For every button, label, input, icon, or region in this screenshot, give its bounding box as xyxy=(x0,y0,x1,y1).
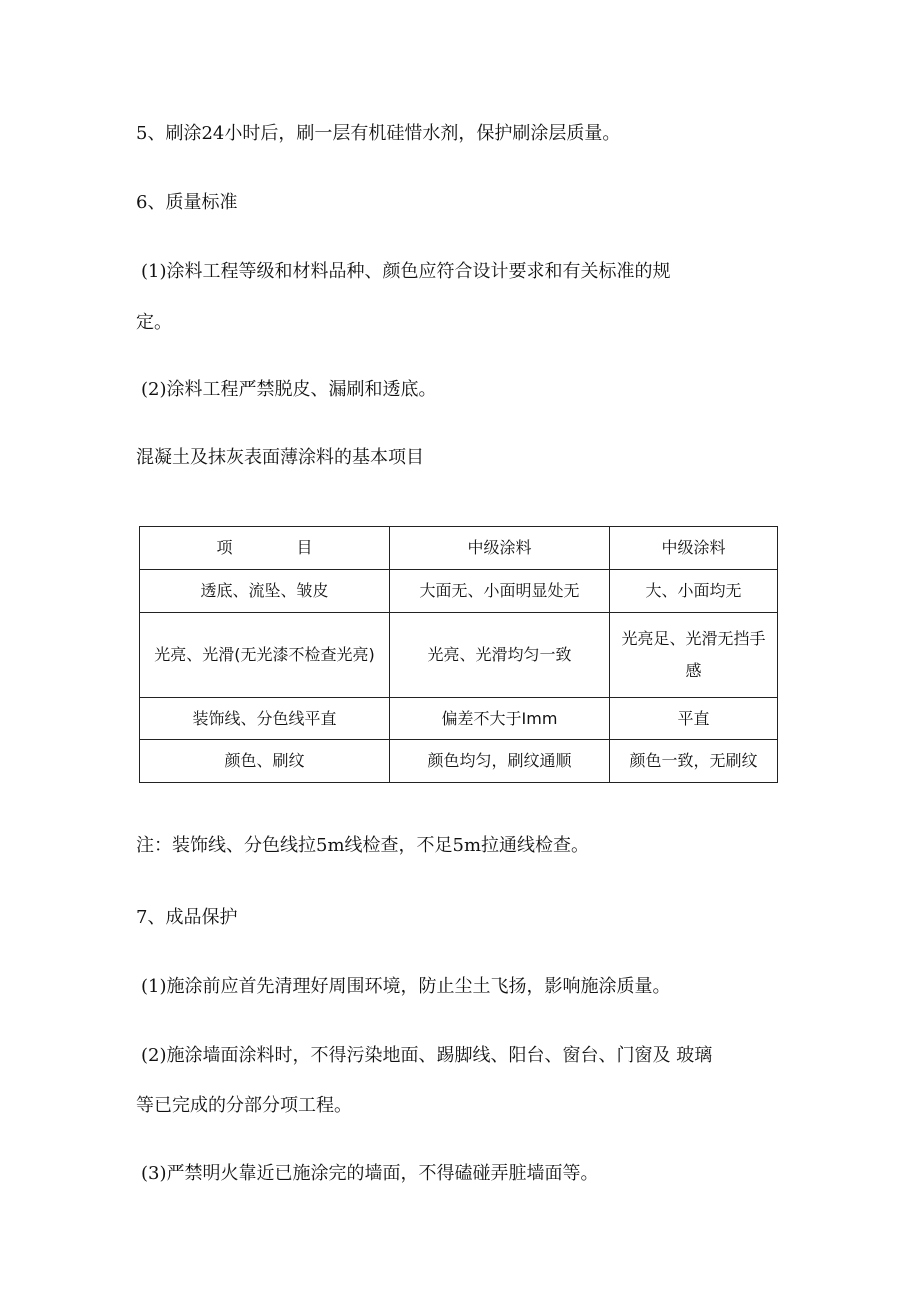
table-row xyxy=(140,740,778,783)
table-cell: 装饰线、分色线平直 xyxy=(140,698,390,740)
table-cell: 光亮、光滑(无光漆不检查光亮) xyxy=(140,613,390,698)
section-heading-product-protection: 7、成品保护 xyxy=(136,907,238,928)
paragraph-quality-item-1-cont: 定。 xyxy=(136,312,172,333)
table-header-cell: 中级涂料 xyxy=(610,527,778,570)
table-row xyxy=(140,698,778,740)
table-note: 注：装饰线、分色线拉5m线检查，不足5m拉通线检查。 xyxy=(136,835,590,856)
paragraph-protection-item-3: (3)严禁明火靠近已施涂完的墙面，不得磕碰弄脏墙面等。 xyxy=(141,1163,599,1184)
table-cell: 大面无、小面明显处无 xyxy=(390,570,610,613)
paragraph-quality-item-1: (1)涂料工程等级和材料品种、颜色应符合设计要求和有关标准的规 xyxy=(141,261,671,282)
paragraph-step-5: 5、刷涂24小时后，刷一层有机硅惜水剂，保护刷涂层质量。 xyxy=(136,123,621,144)
paragraph-protection-item-1: (1)施涂前应首先清理好周围环境，防止尘土飞扬，影响施涂质量。 xyxy=(141,976,671,997)
paragraph-protection-item-2: (2)施涂墙面涂料时，不得污染地面、踢脚线、阳台、窗台、门窗及 玻璃 xyxy=(141,1045,713,1066)
table-cell: 透底、流坠、皱皮 xyxy=(140,570,390,613)
paragraph-quality-item-2: (2)涂料工程严禁脱皮、漏刷和透底。 xyxy=(141,379,437,400)
table-header-row xyxy=(140,527,778,570)
table-header-cell: 中级涂料 xyxy=(390,527,610,570)
table-row xyxy=(140,570,778,613)
table-cell: 大、小面均无 xyxy=(610,570,778,613)
table-row xyxy=(140,613,778,698)
table-cell: 颜色一致，无刷纹 xyxy=(610,740,778,783)
table-cell: 颜色均匀，刷纹通顺 xyxy=(390,740,610,783)
table-cell: 颜色、刷纹 xyxy=(140,740,390,783)
table-cell: 平直 xyxy=(610,698,778,740)
paragraph-protection-item-2-cont: 等已完成的分部分项工程。 xyxy=(136,1095,352,1116)
table-caption: 混凝土及抹灰表面薄涂料的基本项目 xyxy=(136,447,424,468)
table-cell: 光亮、光滑均匀一致 xyxy=(390,613,610,698)
table-cell: 光亮足、光滑无挡手 感 xyxy=(610,613,778,698)
section-heading-quality-standard: 6、质量标准 xyxy=(136,192,238,213)
basic-items-table xyxy=(139,526,778,783)
table-header-cell: 项 目 xyxy=(140,527,390,570)
table-cell: 偏差不大于Imm xyxy=(390,698,610,740)
